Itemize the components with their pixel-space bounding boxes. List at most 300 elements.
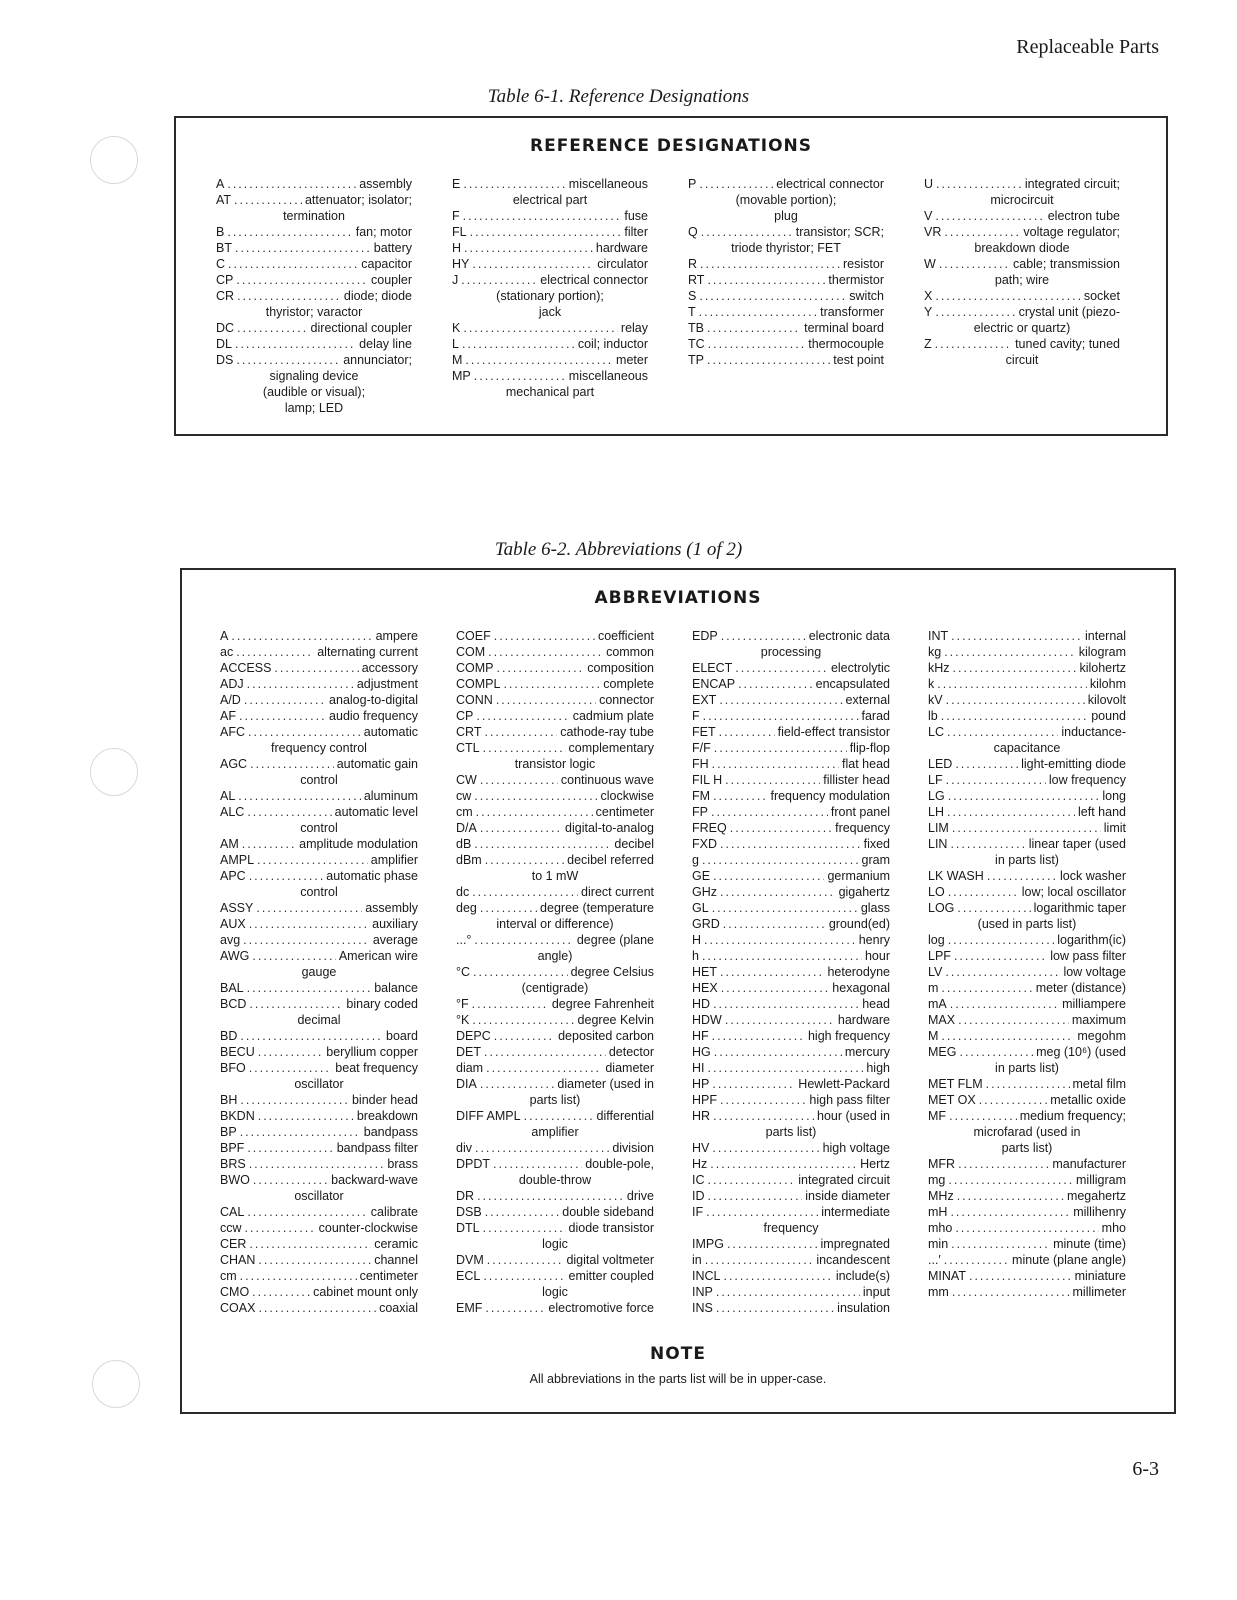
punch-hole (90, 136, 138, 184)
entry-code: AM (220, 837, 239, 851)
entry-code: COMPL (456, 677, 501, 691)
dot-leader (465, 352, 613, 368)
entry-code: K (452, 321, 461, 335)
entry-meaning: high (866, 1061, 890, 1075)
list-item (928, 644, 1126, 660)
entry-meaning: glass (860, 901, 890, 915)
entry-code: BT (216, 241, 232, 255)
entry-code: MP (452, 369, 471, 383)
entry-code: DIA (456, 1077, 477, 1091)
list-item (216, 176, 412, 192)
dot-leader (240, 1092, 349, 1108)
dot-leader (702, 948, 862, 964)
entry-code: IC (692, 1173, 705, 1187)
dot-leader (236, 644, 314, 660)
dot-leader (249, 1156, 385, 1172)
list-item (928, 1172, 1126, 1188)
entry-continuation: oscillator (294, 1077, 344, 1091)
dot-leader (719, 724, 775, 740)
list-item (692, 820, 890, 836)
list-item (924, 256, 1120, 288)
entry-code: BH (220, 1093, 238, 1107)
dot-leader (252, 1284, 310, 1300)
entry-code: F (452, 209, 460, 223)
entry-meaning: drive (626, 1189, 654, 1203)
dot-leader (937, 676, 1087, 692)
list-item (928, 900, 1126, 932)
dot-leader (524, 1108, 594, 1124)
list-item (688, 336, 884, 352)
list-item (692, 1140, 890, 1156)
entry-code: FL (452, 225, 467, 239)
dot-leader (463, 320, 618, 336)
dot-leader (738, 676, 813, 692)
entry-code: AGC (220, 757, 248, 771)
entry-meaning: electrical connector (540, 273, 648, 287)
dot-leader (236, 352, 340, 368)
dot-leader (249, 868, 324, 884)
entry-meaning: fan; motor (355, 225, 412, 239)
note-text: All abbreviations in the parts list will be in upper-case. (529, 1372, 827, 1386)
entry-meaning: fixed (863, 837, 890, 851)
entry-code: BCD (220, 997, 247, 1011)
list-item (688, 352, 884, 368)
dot-leader (496, 692, 596, 708)
entry-continuation: circuit (1005, 353, 1039, 367)
entry-continuation: frequency control (271, 741, 367, 755)
entry-code: F/F (692, 741, 711, 755)
entry-continuation: frequency (763, 1221, 819, 1235)
entry-meaning: milliampere (1062, 997, 1126, 1011)
list-item (456, 1140, 654, 1156)
dot-leader (258, 1252, 371, 1268)
list-item (688, 176, 884, 224)
list-item (688, 288, 884, 304)
dot-leader (954, 948, 1047, 964)
dot-leader (952, 820, 1101, 836)
entry-code: deg (456, 901, 477, 915)
entry-meaning: kilovolt (1087, 693, 1126, 707)
entry-code: V (924, 209, 933, 223)
entry-continuation: triode thyristor; FET (731, 241, 841, 255)
dot-leader (951, 1236, 1050, 1252)
entry-meaning: diode; diode (343, 289, 412, 303)
entry-meaning: left hand (1078, 805, 1126, 819)
dot-leader (480, 772, 558, 788)
entry-code: INP (692, 1285, 713, 1299)
entry-meaning: detector (608, 1045, 654, 1059)
entry-meaning: millimeter (1072, 1285, 1126, 1299)
entry-continuation: capacitance (993, 741, 1061, 755)
entry-code: kV (928, 693, 943, 707)
dot-leader (944, 224, 1020, 240)
list-item (456, 628, 654, 644)
dot-leader (475, 1140, 609, 1156)
entry-code: HET (692, 965, 717, 979)
entry-meaning: bandpass filter (336, 1141, 418, 1155)
dot-leader (236, 272, 368, 288)
dot-leader (256, 900, 362, 916)
entry-code: mH (928, 1205, 948, 1219)
entry-meaning: henry (858, 933, 890, 947)
punch-hole (90, 748, 138, 796)
list-item (216, 240, 412, 256)
entry-meaning: voltage regulator; (1023, 225, 1120, 239)
entry-meaning: encapsulated (815, 677, 890, 691)
list-item (220, 948, 418, 980)
list-item (692, 1284, 890, 1300)
dot-leader (979, 1092, 1048, 1108)
entry-continuation: to 1 mW (531, 869, 579, 883)
list-item (692, 1012, 890, 1028)
dot-leader (474, 368, 566, 384)
entry-meaning: complete (603, 677, 654, 691)
dot-leader (952, 1284, 1070, 1300)
entry-continuation: amplifier (531, 1125, 579, 1139)
entry-meaning: balance (374, 981, 418, 995)
entry-continuation: mechanical part (505, 385, 595, 399)
dot-leader (228, 256, 358, 272)
reference-designations-table (174, 116, 1168, 436)
entry-meaning: minute (plane angle) (1012, 1253, 1126, 1267)
list-item (692, 756, 890, 772)
dot-leader (245, 1220, 316, 1236)
entry-code: R (688, 257, 698, 271)
dot-leader (702, 852, 859, 868)
list-item (452, 336, 648, 352)
table2-caption: Table 6-2. Abbreviations (1 of 2) (494, 539, 743, 560)
list-item (456, 820, 654, 836)
list-item (220, 1044, 418, 1060)
entry-code: AT (216, 193, 232, 207)
list-item (928, 1252, 1126, 1268)
entry-meaning: electrolytic (830, 661, 890, 675)
entry-code: cm (220, 1269, 237, 1283)
dot-leader (258, 1108, 354, 1124)
list-item (928, 756, 1126, 772)
list-item (692, 772, 890, 788)
dot-leader (713, 996, 859, 1012)
entry-code: P (688, 177, 697, 191)
entry-code: ...′ (928, 1253, 941, 1267)
dot-leader (936, 176, 1022, 192)
list-item (220, 852, 418, 868)
entry-meaning: audio frequency (329, 709, 418, 723)
entry-meaning: frequency modulation (770, 789, 890, 803)
dot-leader (231, 628, 372, 644)
entry-code: HPF (692, 1093, 717, 1107)
entry-meaning: adjustment (356, 677, 418, 691)
list-item (928, 820, 1126, 836)
entry-meaning: metallic oxide (1050, 1093, 1126, 1107)
list-item (220, 1124, 418, 1140)
entry-meaning: resistor (843, 257, 884, 271)
dot-leader (725, 1012, 835, 1028)
dot-leader (721, 980, 830, 996)
entry-code: INCL (692, 1269, 721, 1283)
dot-leader (488, 644, 603, 660)
entry-code: X (924, 289, 933, 303)
list-item (456, 1220, 654, 1252)
list-item (456, 644, 654, 660)
entry-code: CW (456, 773, 477, 787)
entry-code: min (928, 1237, 949, 1251)
dot-leader (238, 788, 361, 804)
list-item (928, 1028, 1126, 1044)
entry-meaning: ceramic (374, 1237, 418, 1251)
entry-meaning: ampere (375, 629, 418, 643)
list-item (220, 1300, 418, 1316)
entry-code: dBm (456, 853, 482, 867)
entry-meaning: flip-flop (849, 741, 890, 755)
entry-continuation: (used in parts list) (977, 917, 1077, 931)
entry-meaning: high pass filter (809, 1093, 890, 1107)
entry-meaning: attenuator; isolator; (304, 193, 412, 207)
entry-meaning: directional coupler (310, 321, 412, 335)
entry-code: J (452, 273, 459, 287)
entry-code: MF (928, 1109, 947, 1123)
dot-leader (485, 1204, 560, 1220)
entry-meaning: fuse (624, 209, 648, 223)
dot-leader (948, 788, 1100, 804)
dot-leader (987, 868, 1057, 884)
entry-meaning: battery (373, 241, 412, 255)
dot-leader (472, 996, 549, 1012)
entry-meaning: alternating current (317, 645, 418, 659)
dot-leader (707, 320, 801, 336)
list-item (456, 1012, 654, 1028)
list-item (452, 208, 648, 224)
dot-leader (227, 176, 356, 192)
section-header: Replaceable Parts (1016, 36, 1159, 58)
dot-leader (243, 932, 370, 948)
dot-leader (250, 756, 334, 772)
entry-continuation: lamp; LED (284, 401, 344, 415)
dot-leader (474, 836, 611, 852)
entry-code: GE (692, 869, 711, 883)
table1-caption: Table 6-1. Reference Designations (487, 86, 750, 107)
entry-code: in (692, 1253, 702, 1267)
list-item (220, 1220, 418, 1236)
entry-meaning: cabinet mount only (313, 1285, 418, 1299)
entry-meaning: inside diameter (805, 1189, 890, 1203)
entry-meaning: field-effect transistor (777, 725, 890, 739)
entry-continuation: interval or difference) (496, 917, 614, 931)
dot-leader (247, 804, 331, 820)
dot-leader (725, 772, 820, 788)
dot-leader (941, 708, 1089, 724)
entry-code: HP (692, 1077, 710, 1091)
list-item (220, 1252, 418, 1268)
entry-code: BD (220, 1029, 238, 1043)
entry-meaning: degree Fahrenheit (551, 997, 654, 1011)
dot-leader (712, 900, 858, 916)
list-item (692, 804, 890, 820)
entry-continuation: thyristor; varactor (265, 305, 363, 319)
entry-continuation: logic (542, 1237, 568, 1251)
entry-continuation: angle) (537, 949, 573, 963)
dot-leader (969, 1268, 1072, 1284)
entry-code: FH (692, 757, 709, 771)
entry-code: TP (688, 353, 704, 367)
dot-leader (935, 288, 1081, 304)
entry-meaning: megahertz (1066, 1189, 1126, 1203)
entry-code: LPF (928, 949, 951, 963)
entry-meaning: integrated circuit (798, 1173, 890, 1187)
entry-code: EDP (692, 629, 718, 643)
entry-code: A (216, 177, 225, 191)
dot-leader (237, 288, 341, 304)
dot-leader (720, 884, 836, 900)
entry-code: VR (924, 225, 942, 239)
dot-leader (712, 756, 839, 772)
dot-leader (946, 772, 1046, 788)
entry-meaning: relay (620, 321, 648, 335)
list-item (928, 1012, 1126, 1028)
list-item (452, 256, 648, 272)
list-item (692, 980, 890, 996)
entry-meaning: include(s) (835, 1269, 890, 1283)
entry-meaning: pound (1091, 709, 1126, 723)
dot-leader (473, 964, 568, 980)
list-item (928, 1204, 1126, 1220)
entry-meaning: tuned cavity; tuned (1015, 337, 1120, 351)
dot-leader (252, 948, 335, 964)
list-item (220, 1284, 418, 1300)
list-item (692, 1156, 890, 1172)
dot-leader (735, 660, 828, 676)
list-item (928, 1156, 1126, 1172)
entry-meaning: minute (time) (1053, 1237, 1126, 1251)
dot-leader (234, 192, 302, 208)
entry-meaning: backward-wave (331, 1173, 418, 1187)
entry-meaning: diameter (used in (557, 1077, 654, 1091)
entry-code: TB (688, 321, 704, 335)
entry-code: g (692, 853, 699, 867)
dot-leader (249, 1236, 371, 1252)
list-item (692, 676, 890, 692)
list-item (928, 1220, 1126, 1236)
list-item (692, 708, 890, 724)
entry-meaning: external (845, 693, 890, 707)
entry-meaning: gram (861, 853, 890, 867)
entry-code: IMPG (692, 1237, 724, 1251)
entry-code: COM (456, 645, 486, 659)
entry-meaning: internal (1085, 629, 1126, 643)
entry-code: A (220, 629, 229, 643)
dot-leader (477, 1188, 624, 1204)
entry-meaning: degree (plane (576, 933, 654, 947)
dot-leader (247, 1140, 333, 1156)
list-item (692, 916, 890, 932)
dot-leader (244, 692, 326, 708)
entry-code: ASSY (220, 901, 254, 915)
list-item (220, 724, 418, 756)
entry-code: AMPL (220, 853, 255, 867)
dot-leader (714, 1044, 842, 1060)
entry-meaning: long (1102, 789, 1126, 803)
list-item (928, 964, 1126, 980)
dot-leader (247, 980, 372, 996)
entry-continuation: electrical part (512, 193, 588, 207)
entry-meaning: beat frequency (335, 1061, 418, 1075)
entry-meaning: double sideband (562, 1205, 654, 1219)
dot-leader (948, 932, 1055, 948)
dot-leader (712, 1028, 805, 1044)
entry-code: Y (924, 305, 933, 319)
dot-leader (944, 1252, 1009, 1268)
dot-leader (707, 272, 825, 288)
list-item (220, 804, 418, 836)
entry-meaning: meter (616, 353, 648, 367)
dot-leader (947, 724, 1058, 740)
entry-meaning: high voltage (822, 1141, 890, 1155)
entry-continuation: (stationary portion); (496, 289, 604, 303)
entry-meaning: aluminum (363, 789, 418, 803)
entry-meaning: capacitor (361, 257, 412, 271)
entry-meaning: American wire (338, 949, 418, 963)
abbreviations-table (180, 568, 1176, 1414)
entry-code: ID (692, 1189, 705, 1203)
dot-leader (935, 336, 1012, 352)
entry-code: h (692, 949, 699, 963)
dot-leader (716, 1300, 834, 1316)
entry-meaning: counter-clockwise (318, 1221, 418, 1235)
entry-code: ac (220, 645, 234, 659)
dot-leader (240, 1028, 383, 1044)
entry-meaning: electronic data (808, 629, 890, 643)
entry-code: mg (928, 1173, 946, 1187)
list-item (220, 1092, 418, 1108)
entry-code: EMF (456, 1301, 483, 1315)
entry-code: LIM (928, 821, 949, 835)
table1-columns (176, 176, 1166, 416)
entry-meaning: amplitude modulation (299, 837, 418, 851)
list-item (456, 1188, 654, 1204)
entry-meaning: calibrate (370, 1205, 418, 1219)
entry-meaning: input (862, 1285, 890, 1299)
entry-code: BWO (220, 1173, 250, 1187)
entry-code: COMP (456, 661, 494, 675)
entry-meaning: differential (596, 1109, 654, 1123)
list-item (216, 272, 412, 288)
list-item (452, 240, 648, 256)
entry-meaning: low pass filter (1050, 949, 1126, 963)
entry-code: M (452, 353, 463, 367)
entry-meaning: mho (1101, 1221, 1126, 1235)
dot-leader (497, 660, 585, 676)
dot-leader (487, 1252, 564, 1268)
dot-leader (705, 1252, 814, 1268)
entry-code: FP (692, 805, 708, 819)
entry-code: LF (928, 773, 943, 787)
entry-meaning: miscellaneous (568, 369, 648, 383)
entry-code: DEPC (456, 1029, 491, 1043)
entry-meaning: beryllium copper (326, 1045, 418, 1059)
dot-leader (710, 1156, 857, 1172)
dot-leader (948, 1172, 1073, 1188)
entry-code: LG (928, 789, 945, 803)
dot-leader (470, 224, 622, 240)
dot-leader (483, 1268, 565, 1284)
entry-meaning: breakdown (356, 1109, 418, 1123)
dot-leader (951, 628, 1082, 644)
list-item (452, 176, 648, 208)
entry-meaning: low; local oscillator (1021, 885, 1126, 899)
entry-code: BAL (220, 981, 244, 995)
entry-code: dc (456, 885, 470, 899)
entry-code: DR (456, 1189, 475, 1203)
